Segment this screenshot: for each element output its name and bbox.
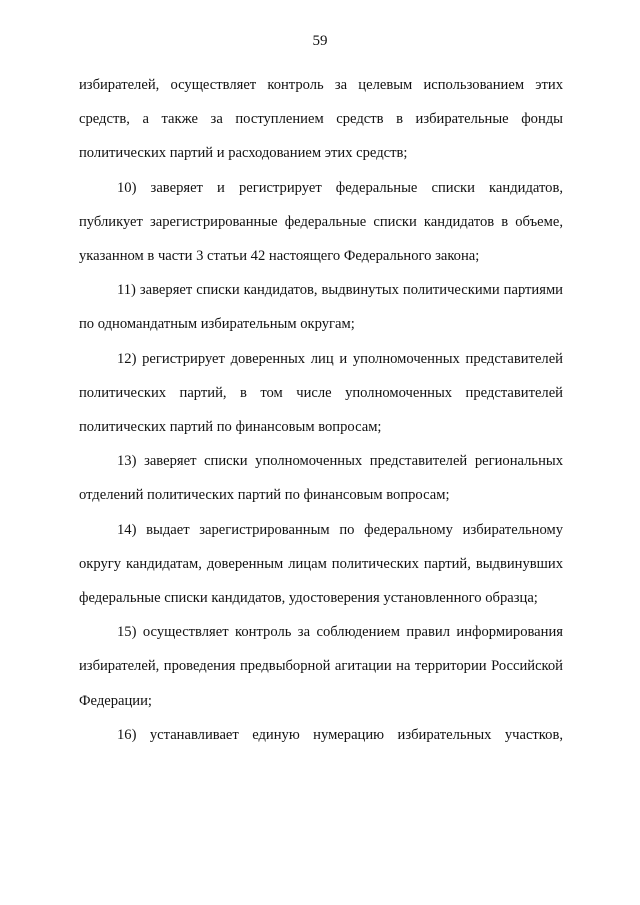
paragraph-item-16: 16) устанавливает единую нумерацию избирательных участков, [117,726,563,743]
paragraph-item-10: 10) заверяет и регистрирует федеральные списки кандидатов, публикует зарегистрированные федеральные списки кандидатов в объеме, указанном в части 3 статьи 42 настоящего Федерального закона; [79,179,563,265]
paragraph-item-11: 11) заверяет списки кандидатов, выдвинутых политическими партиями по одномандатным избирательным округам; [79,282,563,333]
paragraph-item-15: 15) осуществляет контроль за соблюдением правил информирования избирателей, проведения предвыборной агитации на территории Российской Федерации; [79,624,563,709]
paragraph-item-14: 14) выдает зарегистрированным по федеральному избирательному округу кандидатам, доверенным лицам политических партий, выдвинувших федеральные списки кандидатов, удостоверения установленного образца; [79,521,563,607]
paragraph-item-12: 12) регистрирует доверенных лиц и уполномоченных представителей политических партий, в том числе уполномоченных представителей политических партий по финансовым вопросам; [79,350,563,436]
paragraph-0: избирателей, осуществляет контроль за целевым использованием этих средств, а также за поступлением средств в избирательные фонды политических партий и расходованием этих средств; [79,77,563,162]
page-number: 59 [312,33,328,49]
paragraph-item-13: 13) заверяет списки уполномоченных представителей региональных отделений политических партий по финансовым вопросам; [79,453,563,504]
body-text [79,68,563,752]
